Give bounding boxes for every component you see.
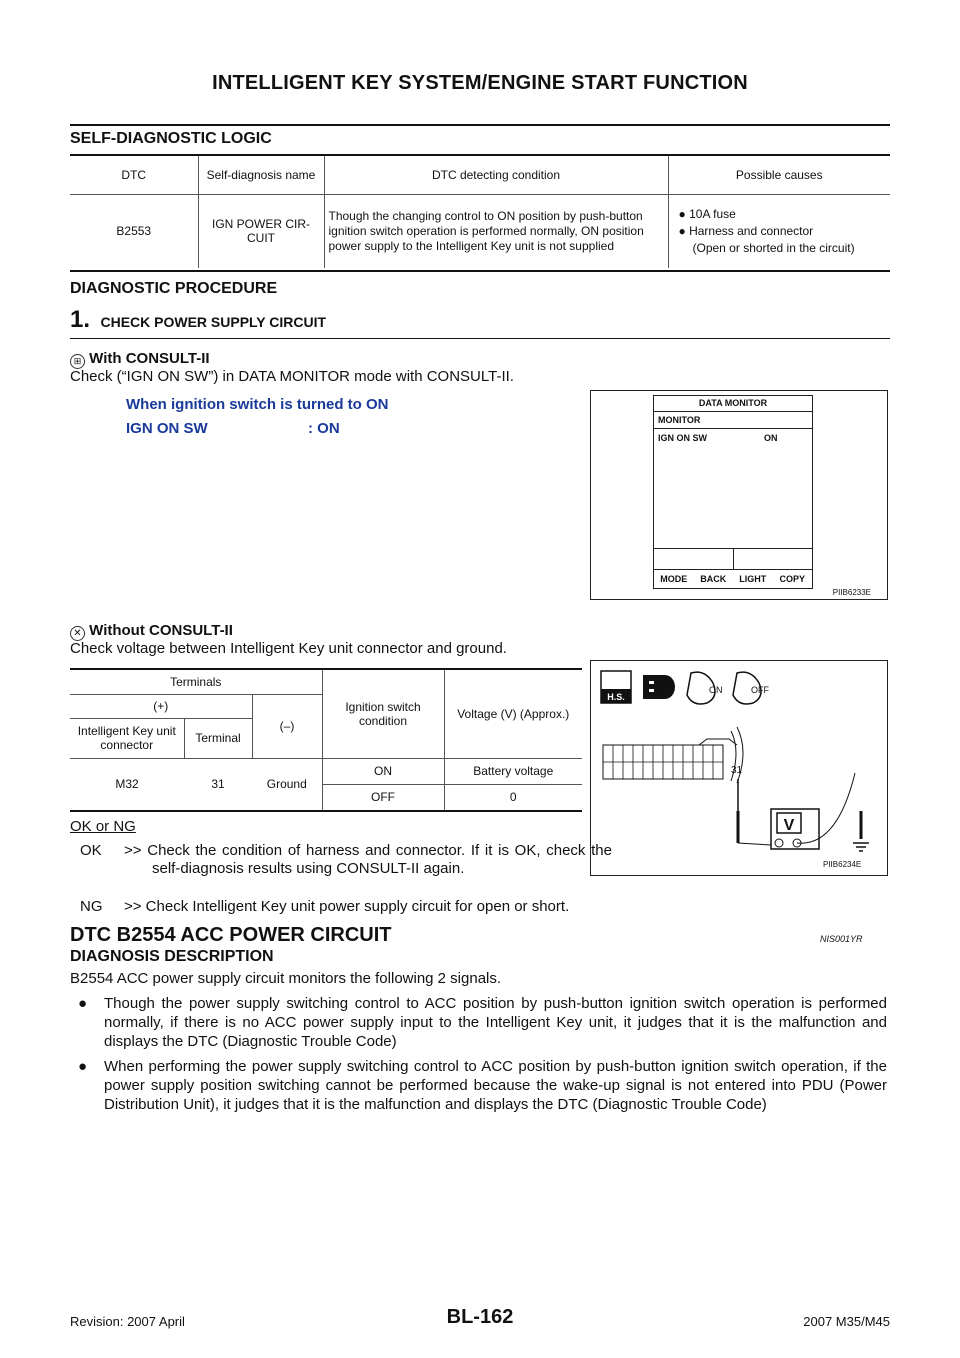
monitor-body bbox=[654, 429, 812, 548]
monitor-title: DATA MONITOR bbox=[654, 396, 812, 412]
dtc-b2554-heading: DTC B2554 ACC POWER CIRCUIT bbox=[70, 924, 392, 946]
monitor-item-value: ON bbox=[764, 433, 778, 443]
light-button[interactable]: LIGHT bbox=[739, 574, 767, 584]
monitor-item-label: IGN ON SW bbox=[658, 433, 707, 443]
condition-off: OFF bbox=[322, 784, 444, 810]
diag-procedure-heading: DIAGNOSTIC PROCEDURE bbox=[70, 280, 278, 297]
wiring-figure bbox=[590, 660, 888, 876]
dtc-code: B2553 bbox=[116, 224, 152, 239]
ng-text: >> Check Intelligent Key unit power supply circuit for open or short. bbox=[124, 898, 570, 915]
off-label: OFF bbox=[751, 685, 769, 695]
step-title: CHECK POWER SUPPLY CIRCUIT bbox=[100, 314, 327, 330]
cause-item: ● 10A fuse bbox=[678, 206, 736, 221]
without-consult-text: Check voltage between Intelligent Key unit connector and ground. bbox=[70, 640, 507, 657]
monitor-subtitle: MONITOR bbox=[654, 412, 812, 429]
self-diag-heading: SELF-DIAGNOSTIC LOGIC bbox=[70, 130, 272, 147]
plus-header: (+) bbox=[70, 694, 252, 718]
header-rule bbox=[70, 124, 890, 126]
bullet-dot: ● bbox=[78, 995, 88, 1012]
footer-revision: Revision: 2007 April bbox=[70, 1314, 185, 1329]
step-rule bbox=[70, 338, 890, 339]
spec-line-2-value: : ON bbox=[308, 420, 340, 437]
back-button[interactable]: BACK bbox=[700, 574, 727, 584]
diagnosis-intro: B2554 ACC power supply circuit monitors the following 2 signals. bbox=[70, 970, 502, 987]
connector-header: Intelligent Key unit connector bbox=[70, 718, 184, 758]
hs-label: H.S. bbox=[607, 692, 625, 702]
monitor-figure bbox=[590, 390, 888, 600]
monitor-button-row bbox=[654, 569, 812, 589]
without-consult-label: Without CONSULT-II bbox=[89, 622, 233, 639]
mode-button[interactable]: MODE bbox=[660, 574, 688, 584]
list-item: ● Though the power supply switching control to ACC position by push-button ignition switch operation is performed normally, if there is no ACC power supply input to the Intelligent Key unit, it judges that it is the malfunction and displays the DTC (Diagnostic Trouble Code) bbox=[78, 995, 887, 1050]
monitor-spacer-row bbox=[654, 548, 812, 569]
ground-value: Ground bbox=[266, 777, 307, 792]
cause-item: ● Harness and connector bbox=[678, 223, 814, 238]
hs-icon bbox=[601, 671, 631, 703]
dtc-causes bbox=[668, 194, 890, 268]
ignition-on-icon bbox=[687, 672, 723, 704]
header-causes: Possible causes bbox=[668, 156, 890, 194]
copy-button[interactable]: COPY bbox=[779, 574, 805, 584]
bullet-dot: ● bbox=[678, 223, 686, 238]
ng-label: NG bbox=[80, 898, 103, 915]
monitor-screen bbox=[653, 395, 813, 589]
with-consult bbox=[70, 350, 210, 369]
consult-icon: ⊞ bbox=[70, 354, 85, 369]
connector-face bbox=[603, 739, 743, 779]
connector-value: M32 bbox=[115, 777, 139, 792]
diagnosis-bullet-list bbox=[75, 994, 887, 1120]
dtc-b2554-ref: NIS001YR bbox=[820, 934, 863, 944]
spec-line-2-label: IGN ON SW bbox=[126, 420, 208, 437]
bullet-dot: ● bbox=[678, 206, 686, 221]
terminal-header: Terminal bbox=[184, 718, 252, 758]
header-condition: DTC detecting condition bbox=[324, 156, 668, 194]
on-label: ON bbox=[709, 685, 723, 695]
header-dtc: DTC bbox=[121, 167, 147, 182]
ok-label: OK bbox=[80, 842, 102, 859]
ground-icon bbox=[853, 843, 869, 851]
ignition-header: Ignition switch condition bbox=[322, 670, 444, 758]
page-title: INTELLIGENT KEY SYSTEM/ENGINE START FUNCTION bbox=[212, 72, 748, 94]
wiring-figure-code: PIIB6234E bbox=[823, 860, 862, 869]
minus-header: (–) bbox=[252, 694, 322, 758]
condition-on: ON bbox=[322, 758, 444, 784]
bullet-dot: ● bbox=[78, 1058, 88, 1075]
voltage-off: 0 bbox=[444, 784, 582, 810]
ignition-off-icon bbox=[733, 672, 769, 704]
terminal-value: 31 bbox=[211, 777, 225, 792]
voltage-header: Voltage (V) (Approx.) bbox=[444, 670, 582, 758]
voltage-on: Battery voltage bbox=[444, 758, 582, 784]
voltmeter-icon bbox=[771, 809, 819, 849]
connector-icon bbox=[643, 675, 675, 699]
with-consult-label: With CONSULT-II bbox=[89, 350, 210, 367]
no-consult-icon: ✕ bbox=[70, 626, 85, 641]
with-consult-text: Check (“IGN ON SW”) in DATA MONITOR mode with CONSULT-II. bbox=[70, 368, 514, 385]
footer-model: 2007 M35/M45 bbox=[803, 1314, 890, 1329]
ok-text: >> Check the condition of harness and connector. If it is OK, check the self-diagnosis results using CONSULT-II again. bbox=[124, 842, 612, 877]
diagnosis-description-heading: DIAGNOSIS DESCRIPTION bbox=[70, 948, 274, 965]
spec-line-1: When ignition switch is turned to ON bbox=[126, 396, 389, 413]
header-name: Self-diagnosis name bbox=[198, 156, 324, 194]
cause-item-note: (Open or shorted in the circuit) bbox=[692, 240, 855, 255]
terminal-table-bottom-rule bbox=[70, 810, 582, 812]
monitor-figure-code: PIIB6233E bbox=[832, 588, 871, 597]
probe-wire-plus bbox=[738, 843, 771, 845]
ok-ng-label: OK or NG bbox=[70, 818, 136, 835]
step-number: 1. bbox=[70, 306, 91, 333]
pin-label: 31 bbox=[731, 765, 743, 776]
list-item: ● When performing the power supply switching control to ACC position by push-button ignition switch operation, if the power supply position switching cannot be performed because the wake-up signal is not entered into PDU (Power Distribution Unit), it judges that it is the malfunction and displays the DTC (Diagnostic Trouble Code) bbox=[78, 1058, 887, 1113]
meter-label: V bbox=[783, 817, 795, 834]
dtc-name: IGN POWER CIR-CUIT bbox=[198, 194, 324, 268]
step-1 bbox=[70, 306, 326, 334]
footer-page-code: BL-162 bbox=[446, 1306, 514, 1328]
without-consult bbox=[70, 622, 233, 641]
wiring-diagram bbox=[591, 661, 887, 875]
self-diag-table-bottom-rule bbox=[70, 270, 890, 272]
dtc-condition: Though the changing control to ON position by push-button ignition switch operation is performed normally, ON position power supply to the Intelligent Key unit is not supplied bbox=[324, 194, 668, 268]
self-diag-table bbox=[70, 156, 890, 268]
terminals-label: Terminals bbox=[70, 670, 322, 694]
terminal-table bbox=[70, 670, 582, 810]
